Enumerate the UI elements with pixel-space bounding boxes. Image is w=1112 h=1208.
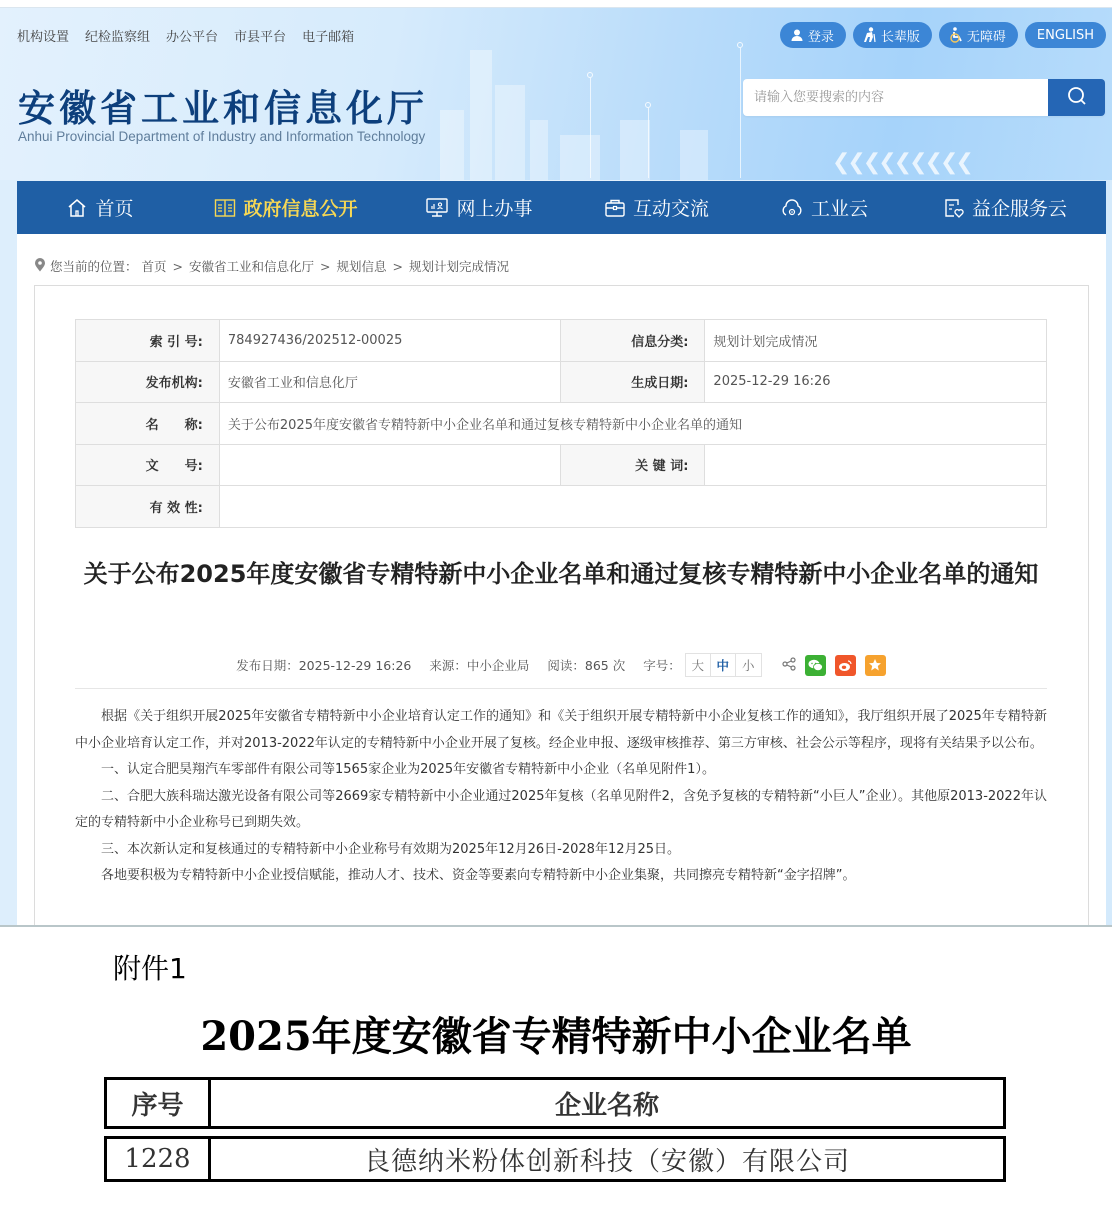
breadcrumb-separator: >: [172, 258, 184, 274]
wheelchair-icon: [949, 27, 963, 43]
english-button[interactable]: [1025, 22, 1106, 48]
breadcrumb-planning-info[interactable]: 规划信息: [336, 259, 387, 274]
nav-enterprise-service[interactable]: [904, 181, 1106, 234]
category-label: 信息分类:: [560, 320, 705, 362]
column-header-no: 序号: [107, 1080, 211, 1126]
nav-home-label: 首页: [95, 198, 134, 220]
validity-value: [219, 486, 1046, 528]
cloud-icon: [780, 198, 804, 218]
search-input[interactable]: [743, 79, 1048, 116]
accessibility-label: 无障碍: [966, 29, 1006, 45]
site-title: 安徽省工业和信息化厅: [18, 87, 428, 130]
article-meta: [75, 653, 1047, 677]
utility-buttons: [780, 22, 1106, 48]
doc-no-label: 文 号:: [76, 444, 220, 486]
attachment-title: 2025年度安徽省专精特新中小企业名单: [200, 1013, 912, 1060]
validity-label: 有 效 性:: [76, 486, 220, 528]
publisher-label: 发布机构:: [76, 361, 220, 403]
top-link-discipline[interactable]: 纪检监察组: [85, 30, 151, 45]
font-size-selector: [685, 653, 762, 677]
article-body: [75, 704, 1047, 890]
top-links: [17, 26, 354, 45]
breadcrumb: [34, 257, 509, 275]
attachment-table-header: [104, 1077, 1006, 1129]
location-pin-icon: [34, 258, 46, 275]
accessibility-button[interactable]: [939, 22, 1018, 48]
date-label: 生成日期:: [560, 361, 705, 403]
home-icon: [66, 197, 88, 219]
publish-date: 发布日期：2025-12-29 16:26: [236, 658, 412, 673]
nav-gov-info[interactable]: [183, 181, 389, 234]
user-icon: [790, 28, 804, 42]
main-content: [17, 234, 1106, 926]
font-size-medium[interactable]: 中: [711, 654, 736, 676]
nav-interaction-label: 互动交流: [632, 198, 709, 220]
date-value: 2025-12-29 16:26: [705, 361, 1047, 403]
meta-row: [76, 320, 1047, 362]
search-icon: [1067, 86, 1087, 110]
font-size-label: 字号：: [643, 658, 681, 673]
login-label: 登录: [807, 29, 834, 45]
nav-gov-info-label: 政府信息公开: [243, 198, 358, 220]
font-size-large[interactable]: 大: [686, 654, 711, 676]
nav-enterprise-service-label: 益企服务云: [971, 198, 1067, 220]
nav-industry-cloud-label: 工业云: [810, 198, 868, 220]
row-company-name: 良德纳米粉体创新科技（安徽）有限公司: [363, 1146, 850, 1177]
search-button[interactable]: [1048, 79, 1105, 116]
nav-industry-cloud[interactable]: [744, 181, 904, 234]
top-link-org[interactable]: 机构设置: [17, 30, 70, 45]
site-title-english: Anhui Provincial Department of Industry and Information Technology: [18, 129, 426, 144]
share-icon[interactable]: [782, 657, 796, 674]
breadcrumb-prefix: 您当前的位置：: [50, 259, 138, 274]
main-nav: [17, 181, 1106, 234]
share-bar: [782, 655, 886, 676]
source: 来源：中小企业局: [429, 658, 530, 673]
nav-interaction[interactable]: [569, 181, 744, 234]
document-heart-icon: [943, 197, 965, 219]
name-value: 关于公布2025年度安徽省专精特新中小企业名单和通过复核专精特新中小企业名单的通知: [219, 403, 1046, 445]
meta-row: [76, 361, 1047, 403]
article-title: 关于公布2025年度安徽省专精特新中小企业名单和通过复核专精特新中小企业名单的通知: [83, 560, 1039, 588]
paragraph: 根据《关于组织开展2025年安徽省专精特新中小企业培育认定工作的通知》和《关于组织开展专精特新中小企业复核工作的通知》，我厅组织开展了2025年专精特新中小企业培育认定工作，并对2013-2022年认定的专精特新中小企业开展了复核。经企业申报、逐级审核推荐、第三方审核、社会公示等程序，现将有关结果予以公布。: [75, 709, 1047, 751]
nav-online-services-label: 网上办事: [456, 198, 533, 220]
paragraph: 二、合肥大族科瑞达激光设备有限公司等2669家专精特新中小企业通过2025年复核（名单见附件2，含免予复核的专精特新“小巨人”企业）。其他原2013-2022年认定的专精特新中小企业称号已到期失效。: [75, 788, 1047, 830]
monitor-icon: [425, 197, 449, 219]
elder-mode-button[interactable]: [853, 22, 932, 48]
breadcrumb-department[interactable]: 安徽省工业和信息化厅: [189, 259, 315, 274]
elder-mode-label: 长辈版: [880, 29, 920, 45]
breadcrumb-separator: >: [320, 258, 331, 274]
book-icon: [214, 198, 236, 218]
decorative-chevrons: ❮❮❮❮❮❮❮❮❮: [832, 150, 971, 175]
paragraph: 一、认定合肥昊翔汽车零部件有限公司等1565家企业为2025年安徽省专精特新中小企业（名单见附件1）。: [101, 762, 715, 777]
keywords-label: 关 键 词:: [560, 444, 705, 486]
index-no-label: 索 引 号:: [76, 320, 220, 362]
meta-row: [76, 403, 1047, 445]
top-link-email[interactable]: 电子邮箱: [302, 30, 355, 45]
metadata-table: [75, 319, 1047, 528]
keywords-value: [705, 444, 1047, 486]
meta-row: [76, 444, 1047, 486]
top-link-office[interactable]: 办公平台: [166, 30, 219, 45]
doc-no-value: [219, 444, 560, 486]
row-no: 1228: [107, 1139, 211, 1179]
search-bar: [743, 79, 1105, 116]
paragraph: 三、本次新认定和复核通过的专精特新中小企业称号有效期为2025年12月26日-2028年12月25日。: [101, 841, 681, 857]
column-header-company: 企业名称: [554, 1090, 659, 1121]
divider: [75, 688, 1047, 689]
attachment-label: 附件1: [113, 952, 187, 985]
font-size-small[interactable]: 小: [741, 658, 755, 673]
top-strip: [0, 0, 1112, 8]
publisher-value: 安徽省工业和信息化厅: [219, 361, 560, 403]
category-value: 规划计划完成情况: [705, 320, 1047, 362]
english-label: ENGLISH: [1036, 27, 1094, 43]
breadcrumb-current[interactable]: 规划计划完成情况: [409, 259, 510, 274]
briefcase-icon: [604, 198, 626, 218]
favorite-icon[interactable]: [865, 655, 886, 676]
elder-icon: [863, 27, 877, 43]
paragraph: 各地要积极为专精特新中小企业授信赋能，推动人才、技术、资金等要素向专精特新中小企业集聚，共同擦亮专精特新“金字招牌”。: [101, 868, 856, 883]
nav-online-services[interactable]: [389, 181, 569, 234]
breadcrumb-separator: >: [392, 258, 404, 274]
attachment-document: [0, 927, 1112, 1208]
wechat-icon[interactable]: [805, 655, 826, 676]
login-button[interactable]: [780, 22, 846, 48]
breadcrumb-home[interactable]: 首页: [141, 259, 167, 274]
index-no-value: 784927436/202512-00025: [219, 320, 560, 362]
name-label: 名 称:: [76, 403, 220, 445]
read-count: 阅读：865 次: [547, 658, 626, 673]
meta-row: [76, 486, 1047, 528]
nav-home[interactable]: [17, 181, 183, 234]
table-row: [104, 1136, 1006, 1182]
weibo-icon[interactable]: [835, 655, 856, 676]
top-link-city[interactable]: 市县平台: [234, 30, 287, 45]
